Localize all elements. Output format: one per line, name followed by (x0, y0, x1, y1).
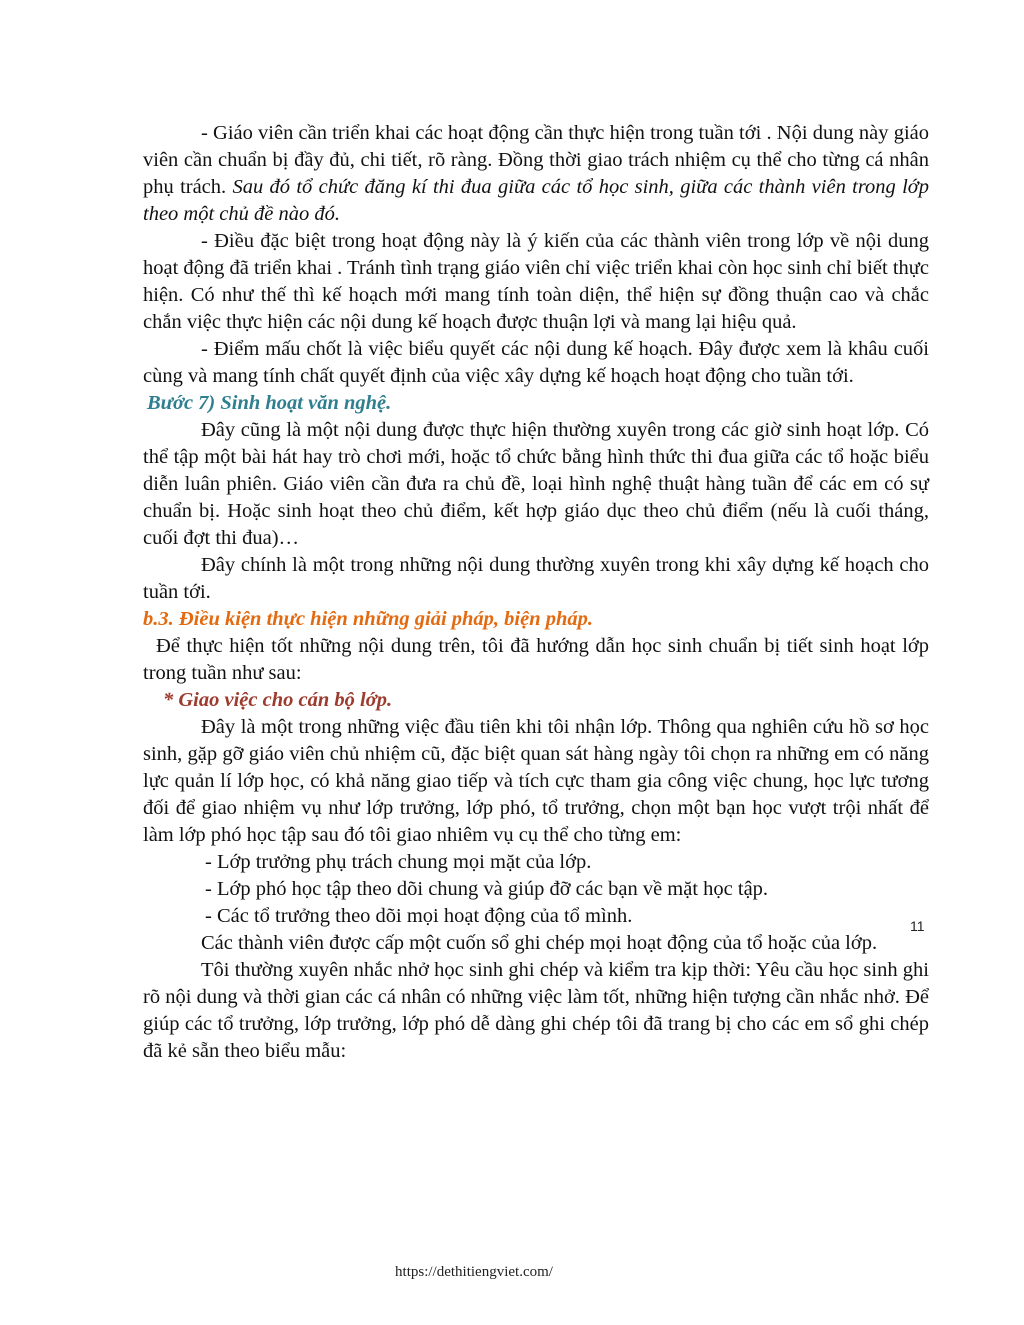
heading-b3: b.3. Điều kiện thực hiện những giải pháp, biện pháp. (143, 608, 594, 630)
paragraph-italic-text: Sau đó tổ chức đăng kí thi đua giữa các tổ học sinh, giữa các thành viên trong lớp theo một chủ đề nào đó. (143, 176, 929, 225)
paragraph-chuan-bi: Để thực hiện tốt những nội dung trên, tôi đã hướng dẫn học sinh chuẩn bị tiết sinh hoạt lớp trong tuần như sau: (143, 635, 929, 684)
footer-url: https://dethitiengviet.com/ (395, 1264, 553, 1280)
paragraph-bieu-quyet: - Điểm mấu chốt là việc biểu quyết các nội dung kế hoạch. Đây được xem là khâu cuối cùng và mang tính chất quyết định của việc xây dựng kế hoạch hoạt động cho tuần tới. (143, 338, 929, 387)
list-item: - Lớp trưởng phụ trách chung mọi mặt của lớp. (205, 851, 592, 873)
paragraph-van-nghe: Đây cũng là một nội dung được thực hiện thường xuyên trong các giờ sinh hoạt lớp. Có thể tập một bài hát hay trò chơi mới, hoặc tổ chức bằng hình thức thi đua giữa các tổ hoặc biểu diễn luân phiên. Giáo viên cần đưa ra chủ đề, loại hình nghệ thuật hàng tuần để các em có sự chuẩn bị. Hoặc sinh hoạt theo chủ điểm, kết hợp giáo dục theo chủ điểm (nếu là cuối tháng, cuối đợt thi đua)… (143, 419, 929, 549)
heading-step-7: Bước 7) Sinh hoạt văn nghệ. (147, 392, 392, 414)
list-item: - Lớp phó học tập theo dõi chung và giúp đỡ các bạn về mặt học tập. (205, 878, 769, 900)
paragraph-so-ghi-chep: Các thành viên được cấp một cuốn sổ ghi chép mọi hoạt động của tổ hoặc của lớp. (201, 932, 878, 954)
paragraph-trien-khai (143, 120, 929, 228)
paragraph-nhan-lop: Đây là một trong những việc đầu tiên khi tôi nhận lớp. Thông qua nghiên cứu hồ sơ học sinh, gặp gỡ giáo viên chủ nhiệm cũ, đặc biệt quan sát hàng ngày tôi chọn ra những em có năng lực quản lí lớp học, có khả năng giao tiếp và tích cực tham gia công việc chung, học lực tương đối để giao nhiệm vụ như lớp trưởng, lớp phó, tổ trưởng, chọn một bạn học vượt trội nhất để làm lớp phó học tập sau đó tôi giao nhiêm vụ cụ thể cho từng em: (143, 716, 929, 846)
page-number: 11 (910, 918, 925, 934)
heading-giao-viec: * Giao việc cho cán bộ lớp. (163, 689, 393, 711)
paragraph-dac-biet: - Điều đặc biệt trong hoạt động này là ý kiến của các thành viên trong lớp về nội dung hoạt động đã triển khai . Tránh tình trạng giáo viên chỉ việc triển khai còn học sinh chỉ biết thực hiện. Có như thế thì kế hoạch mới mang tính toàn diện, thể hiện sự đồng thuận cao và chắc chắn việc thực hiện các nội dung kế hoạch được thuận lợi và mang lại hiệu quả. (143, 230, 929, 333)
paragraph-text: - Giáo viên cần triển khai các hoạt động cần thực hiện trong tuần tới . Nội dung này giáo viên cần chuẩn bị đầy đủ, chi tiết, rõ ràng. Đồng thời giao trách nhiệm cụ thể cho từng cá nhân phụ trách. (143, 122, 929, 198)
document-body (143, 120, 929, 1065)
paragraph-noi-dung-thuong-xuyen: Đây chính là một trong những nội dung thường xuyên trong khi xây dựng kế hoạch cho tuần tới. (143, 554, 929, 603)
footer (0, 1264, 948, 1281)
paragraph-nhac-nho: Tôi thường xuyên nhắc nhở học sinh ghi chép và kiểm tra kịp thời: Yêu cầu học sinh ghi rõ nội dung và thời gian các cá nhân có những việc làm tốt, những hiện tượng cần nhắc nhở. Để giúp các tổ trưởng, lớp trưởng, lớp phó dễ dàng ghi chép tôi đã trang bị cho các em sổ ghi chép đã kẻ sẵn theo biểu mẫu: (143, 959, 929, 1062)
list-item: - Các tổ trưởng theo dõi mọi hoạt động của tổ mình. (205, 905, 633, 927)
